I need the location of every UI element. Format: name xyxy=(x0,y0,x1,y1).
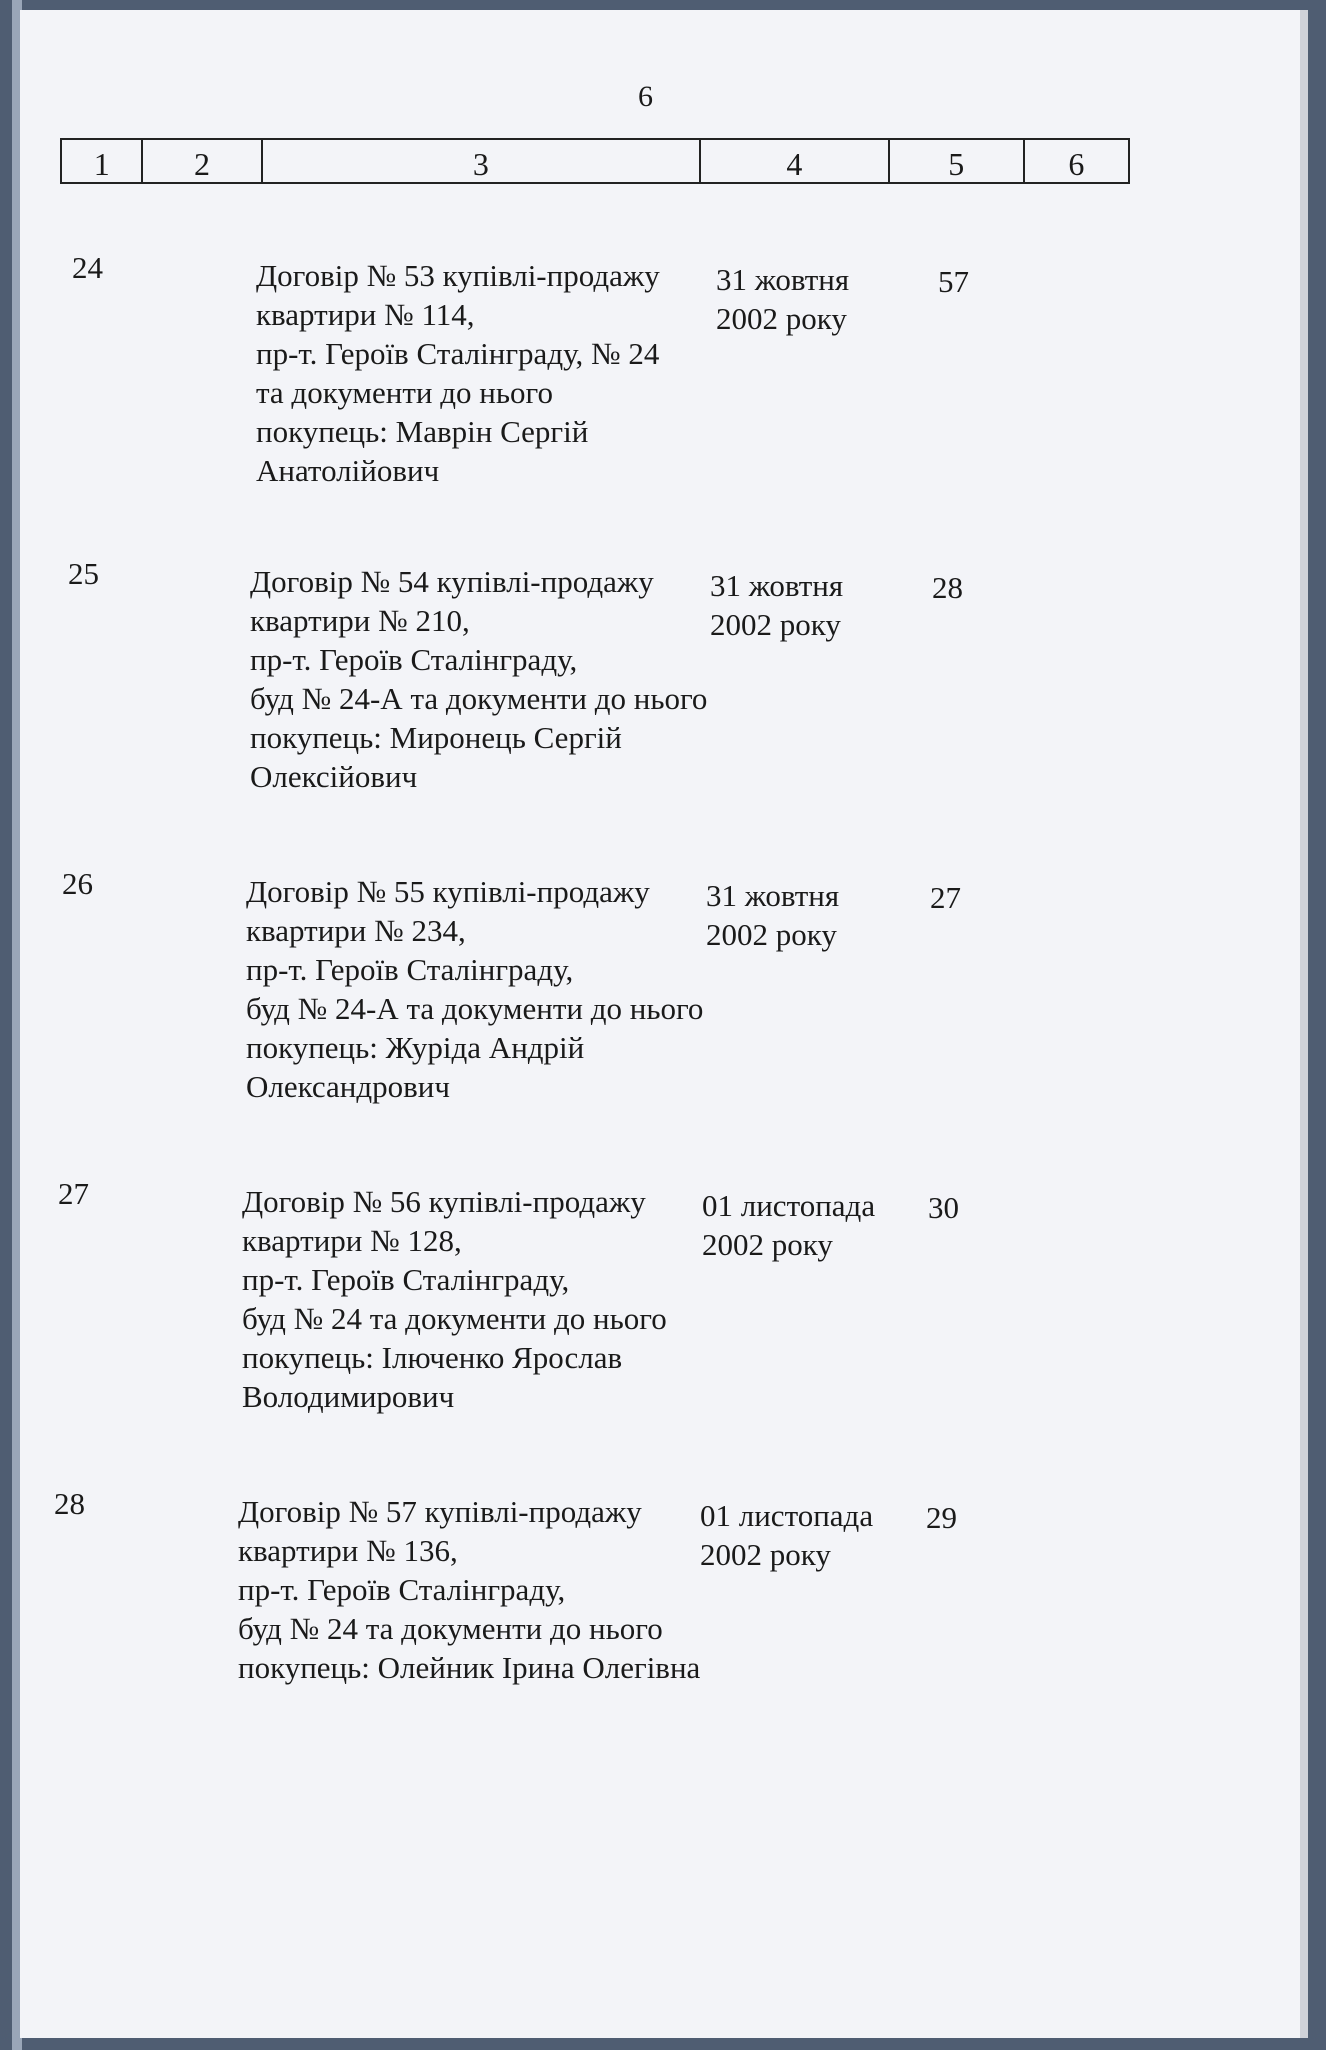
entry-page-count: 57 xyxy=(938,264,969,299)
date-line: 31 жовтня xyxy=(706,878,840,913)
entry-number: 27 xyxy=(58,1176,89,1211)
description-line: квартири № 114, xyxy=(256,297,475,332)
date-line: 2002 року xyxy=(706,917,837,952)
description-line: Анатолійович xyxy=(256,453,440,488)
column-header-6: 6 xyxy=(1024,139,1129,183)
description-line: квартири № 234, xyxy=(246,913,466,948)
entry-number: 24 xyxy=(72,250,103,285)
entry-date xyxy=(716,260,849,338)
entry-date xyxy=(710,566,843,644)
entry-description xyxy=(238,1492,700,1687)
entry-number: 28 xyxy=(54,1486,85,1521)
entry-page-count: 29 xyxy=(926,1500,957,1535)
description-line: квартири № 128, xyxy=(242,1223,462,1258)
entry-date xyxy=(706,876,839,954)
description-line: пр-т. Героїв Сталінграду, xyxy=(242,1262,570,1297)
description-line: буд № 24-А та документи до нього xyxy=(250,681,708,716)
description-line: Володимирович xyxy=(242,1379,455,1414)
date-line: 2002 року xyxy=(710,607,841,642)
description-line: Договір № 56 купівлі-продажу xyxy=(242,1184,646,1219)
date-line: 01 листопада xyxy=(700,1498,874,1533)
description-line: покупець: Олейник Ірина Олегівна xyxy=(238,1650,701,1685)
description-line: буд № 24-А та документи до нього xyxy=(246,991,704,1026)
description-line: пр-т. Героїв Сталінграду, xyxy=(250,642,578,677)
column-header-table xyxy=(60,138,1130,184)
entry-number: 25 xyxy=(68,556,99,591)
date-line: 2002 року xyxy=(700,1537,831,1572)
entry-description xyxy=(250,562,707,796)
date-line: 2002 року xyxy=(702,1227,833,1262)
column-header-5: 5 xyxy=(889,139,1024,183)
column-header-3: 3 xyxy=(262,139,700,183)
description-line: квартири № 210, xyxy=(250,603,470,638)
entry-date xyxy=(700,1496,873,1574)
description-line: Олександрович xyxy=(246,1069,450,1104)
column-header-2: 2 xyxy=(142,139,261,183)
description-line: пр-т. Героїв Сталінграду, xyxy=(238,1572,566,1607)
description-line: буд № 24 та документи до нього xyxy=(242,1301,667,1336)
date-line: 2002 року xyxy=(716,301,847,336)
entry-date xyxy=(702,1186,875,1264)
description-line: буд № 24 та документи до нього xyxy=(238,1611,663,1646)
description-line: та документи до нього xyxy=(256,375,553,410)
description-line: покупець: Ілюченко Ярослав xyxy=(242,1340,623,1375)
description-line: покупець: Миронець Сергій xyxy=(250,720,622,755)
description-line: Договір № 57 купівлі-продажу xyxy=(238,1494,642,1529)
entry-description xyxy=(256,256,660,490)
entry-page-count: 27 xyxy=(930,880,961,915)
description-line: Олексійович xyxy=(250,759,418,794)
description-line: покупець: Журіда Андрій xyxy=(246,1030,585,1065)
document-page xyxy=(20,10,1308,2038)
description-line: Договір № 54 купівлі-продажу xyxy=(250,564,654,599)
date-line: 31 жовтня xyxy=(716,262,850,297)
entry-description xyxy=(246,872,703,1106)
description-line: Договір № 55 купівлі-продажу xyxy=(246,874,650,909)
date-line: 01 листопада xyxy=(702,1188,876,1223)
entry-page-count: 28 xyxy=(932,570,963,605)
entry-page-count: 30 xyxy=(928,1190,959,1225)
page-number: 6 xyxy=(638,80,653,113)
description-line: квартири № 136, xyxy=(238,1533,458,1568)
column-header-1: 1 xyxy=(61,139,142,183)
date-line: 31 жовтня xyxy=(710,568,844,603)
description-line: пр-т. Героїв Сталінграду, xyxy=(246,952,574,987)
column-header-4: 4 xyxy=(700,139,889,183)
description-line: пр-т. Героїв Сталінграду, № 24 xyxy=(256,336,660,371)
description-line: Договір № 53 купівлі-продажу xyxy=(256,258,660,293)
description-line: покупець: Маврін Сергій xyxy=(256,414,589,449)
entry-description xyxy=(242,1182,667,1416)
entry-number: 26 xyxy=(62,866,93,901)
